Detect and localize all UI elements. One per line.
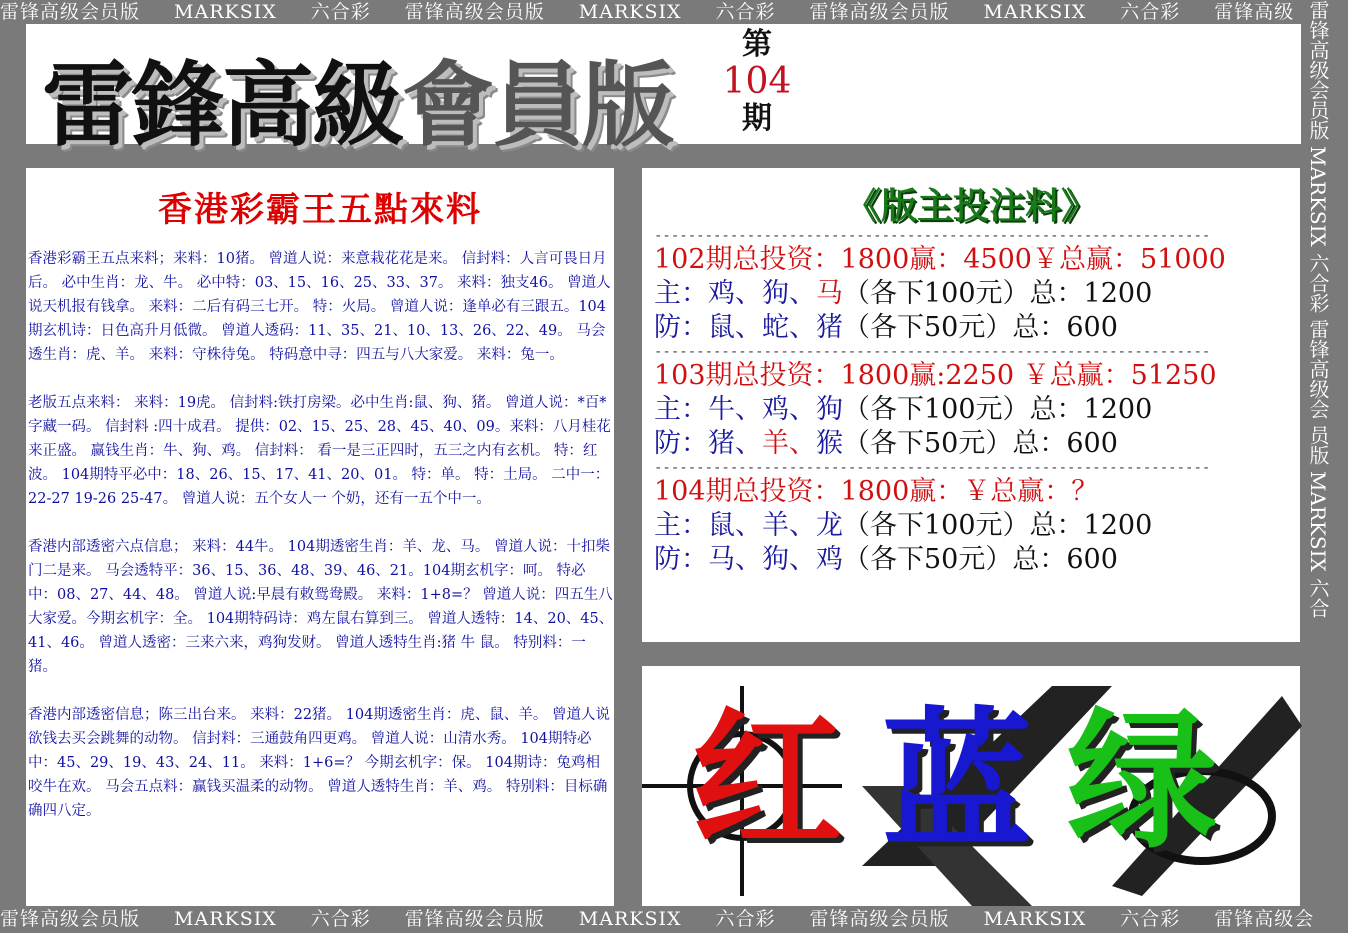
bet-note: （各下100元）总：1200 xyxy=(843,394,1153,425)
banner-text: 雷锋高级会员版 xyxy=(809,908,950,930)
dashed-divider: ------------------------------------------------------------------ xyxy=(654,228,1211,244)
bet-note: （各下50元）总：600 xyxy=(843,312,1118,343)
banner-text: 六合彩 xyxy=(1306,252,1330,313)
bet-note: （各下100元）总：1200 xyxy=(843,510,1153,541)
bet-label: 防： xyxy=(654,544,708,575)
info-paragraph: 香港彩霸王五点来料；来料：10猪。 曾道人说：来意栽花花是来。 信封料：人言可畏日月后。 必中生肖：龙、牛。 必中特：03、15、16、25、33、37。 来料：独支46。 曾道人说天机报有钱拿。 来料：二后有码三七开。 特：火局。 曾道人说：逢单必有三跟五。104期玄机诗：日色高升月低微。 曾道人透码：11、35、21、10、13、26、22、49。 马会透生肖：虎、羊。 来料：守株待兔。 特码意中寻：四五与八大家爱。 来料：兔一。 xyxy=(28,251,611,363)
header-title xyxy=(42,32,672,164)
banner-text: 雷锋高级 xyxy=(1214,1,1295,23)
left-panel-body xyxy=(26,247,614,823)
header-title-dark: 雷鋒高級 xyxy=(42,51,403,159)
top-banner xyxy=(0,0,1300,24)
banner-text: MARKSIX xyxy=(983,908,1087,930)
banner-text: MARKSIX xyxy=(174,1,277,23)
issue-suffix: 期 xyxy=(742,101,772,136)
issue-number: 104 xyxy=(722,61,792,102)
zodiac-pick: 鼠、 xyxy=(708,312,762,343)
banner-text: 雷锋高级会员版 xyxy=(0,908,141,930)
zodiac-pick: 蛇、 xyxy=(762,312,816,343)
zodiac-pick: 鸡 xyxy=(816,544,843,575)
betting-blocks xyxy=(642,229,1300,577)
main-bet-line xyxy=(654,277,1300,311)
bet-note: （各下50元）总：600 xyxy=(843,428,1118,459)
banner-text: MARKSIX xyxy=(1306,146,1330,247)
banner-text: 雷锋高级会员版 xyxy=(0,1,141,23)
header-title-grey: 會員版 xyxy=(402,51,673,159)
left-panel-title: 香港彩霸王五點來料 xyxy=(158,190,482,230)
zodiac-pick: 鸡、 xyxy=(762,394,816,425)
banner-text: 雷锋高级会 xyxy=(1214,908,1315,930)
info-paragraph: 香港内部透密六点信息； 来料：44牛。 104期透密生肖：羊、龙、马。 曾道人说：十扣柴门二是来。 马会透特平：36、15、36、48、39、46、21。104期玄机字：呵。 特必中：08、27、44、48。 曾道人说:早晨有敕鸳鸯殿。 来料：1+8=？ 曾道人说：四五生八大家爱。今期玄机字：全。 104期特码诗：鸡左鼠右算到三。 曾道人透特：14、20、45、41、46。 曾道人透密：三来六来，鸡狗发财。 曾道人透特生肖:猪 牛 鼠。 特别料：一猪。 xyxy=(28,539,614,675)
bet-label: 防： xyxy=(654,312,708,343)
banner-text: MARKSIX xyxy=(1306,470,1330,572)
right-banner xyxy=(1303,0,1333,933)
header-panel xyxy=(26,24,1301,159)
banner-text: 六合彩 xyxy=(715,908,776,930)
banner-text: 雷锋高级会员版 xyxy=(1306,0,1330,140)
bet-note: （各下100元）总：1200 xyxy=(843,278,1153,309)
zodiac-pick: 马、 xyxy=(708,544,762,575)
investment-total: 104期总投资：1800赢：￥总赢：？ xyxy=(654,476,1099,507)
banner-text: 雷锋高级会员版 xyxy=(404,1,545,23)
zodiac-pick: 羊、 xyxy=(762,510,816,541)
guard-bet-line xyxy=(654,543,1300,577)
bet-label: 主： xyxy=(654,278,708,309)
banner-text: 六合彩 xyxy=(1120,908,1181,930)
zodiac-pick: 鼠、 xyxy=(708,510,762,541)
zodiac-pick: 狗 xyxy=(816,394,843,425)
bet-block xyxy=(654,475,1300,577)
color-panel xyxy=(642,666,1300,906)
bet-block xyxy=(654,243,1300,345)
zodiac-pick: 猴 xyxy=(816,428,843,459)
banner-text: MARKSIX xyxy=(983,1,1087,23)
issue-number-box xyxy=(722,28,792,136)
zodiac-pick: 猪 xyxy=(816,312,843,343)
zodiac-pick: 马 xyxy=(816,278,843,309)
banner-text: 六合彩 xyxy=(310,1,371,23)
dashed-divider: ------------------------------------------------------------------ xyxy=(654,460,1211,476)
investment-total: 103期总投资：1800赢:2250 ￥总赢：51250 xyxy=(654,360,1217,391)
zodiac-pick: 羊、 xyxy=(762,428,816,459)
bet-label: 防： xyxy=(654,428,708,459)
left-info-panel xyxy=(26,168,614,906)
red-character: 红 xyxy=(692,693,843,869)
bet-note: （各下50元）总：600 xyxy=(843,544,1118,575)
banner-text: 员版 xyxy=(1306,424,1330,465)
guard-bet-line xyxy=(654,427,1300,461)
zodiac-pick: 龙 xyxy=(816,510,843,541)
info-paragraph: 香港内部透密信息；陈三出台来。 来料：22猪。 104期透密生肖：虎、鼠、羊。 曾道人说欲钱去买会跳舞的动物。 信封料：三通鼓角四更鸡。 曾道人说：山清水秀。 104期特必中：45、29、19、43、24、11。 来料：1+6=？ 今期玄机字：保。 104期诗：兔鸡相咬牛在欢。 马会五点料：赢钱买温柔的动物。 曾道人透特生肖：羊、鸡。 特别料：目标确确四八定。 xyxy=(28,707,610,819)
zodiac-pick: 狗、 xyxy=(762,544,816,575)
zodiac-pick: 牛、 xyxy=(708,394,762,425)
banner-text: 六合彩 xyxy=(1120,1,1181,23)
bottom-banner xyxy=(0,907,1315,931)
issue-prefix: 第 xyxy=(742,27,772,62)
guard-bet-line xyxy=(654,311,1300,345)
banner-text: 雷锋高级会 xyxy=(1306,318,1330,419)
bet-label: 主： xyxy=(654,394,708,425)
main-bet-line xyxy=(654,393,1300,427)
banner-text: 六合彩 xyxy=(310,908,371,930)
investment-total: 102期总投资：1800赢：4500￥总赢：51000 xyxy=(654,244,1226,275)
main-bet-line xyxy=(654,509,1300,543)
banner-text: MARKSIX xyxy=(174,908,277,930)
betting-panel-title: 《版主投注料》 xyxy=(844,185,1097,227)
zodiac-pick: 鸡、 xyxy=(708,278,762,309)
bet-label: 主： xyxy=(654,510,708,541)
banner-text: 雷锋高级会员版 xyxy=(404,908,545,930)
banner-text: 雷锋高级会员版 xyxy=(809,1,950,23)
green-character: 绿 xyxy=(1067,693,1218,869)
zodiac-pick: 狗、 xyxy=(762,278,816,309)
dashed-divider: ------------------------------------------------------------------ xyxy=(654,344,1211,360)
banner-text: 六合 xyxy=(1306,577,1330,618)
banner-text: MARKSIX xyxy=(578,908,682,930)
betting-panel xyxy=(642,168,1300,642)
info-paragraph: 老版五点来料： 来料：19虎。 信封料:铁打房梁。必中生肖:鼠、狗、猪。 曾道人说：*百*字藏一码。 信封料 :四十成君。 提供：02、15、25、28、45、40、09。来料：八月桂花来正盛。 赢钱生肖：牛、狗、鸡。 信封料： 看一是三正四时，五三之内有玄机。 特：红波。 104期特平必中：18、26、15、17、41、20、01。 特：单。 特：土局。 二中一：22-27 19-26 25-47。 曾道人说：五个女人一 个奶，还有一五个中一。 xyxy=(28,395,611,507)
blue-character: 蓝 xyxy=(882,693,1033,869)
bet-block xyxy=(654,359,1300,461)
zodiac-pick: 猪、 xyxy=(708,428,762,459)
banner-text: 六合彩 xyxy=(715,1,776,23)
banner-text: MARKSIX xyxy=(578,1,682,23)
